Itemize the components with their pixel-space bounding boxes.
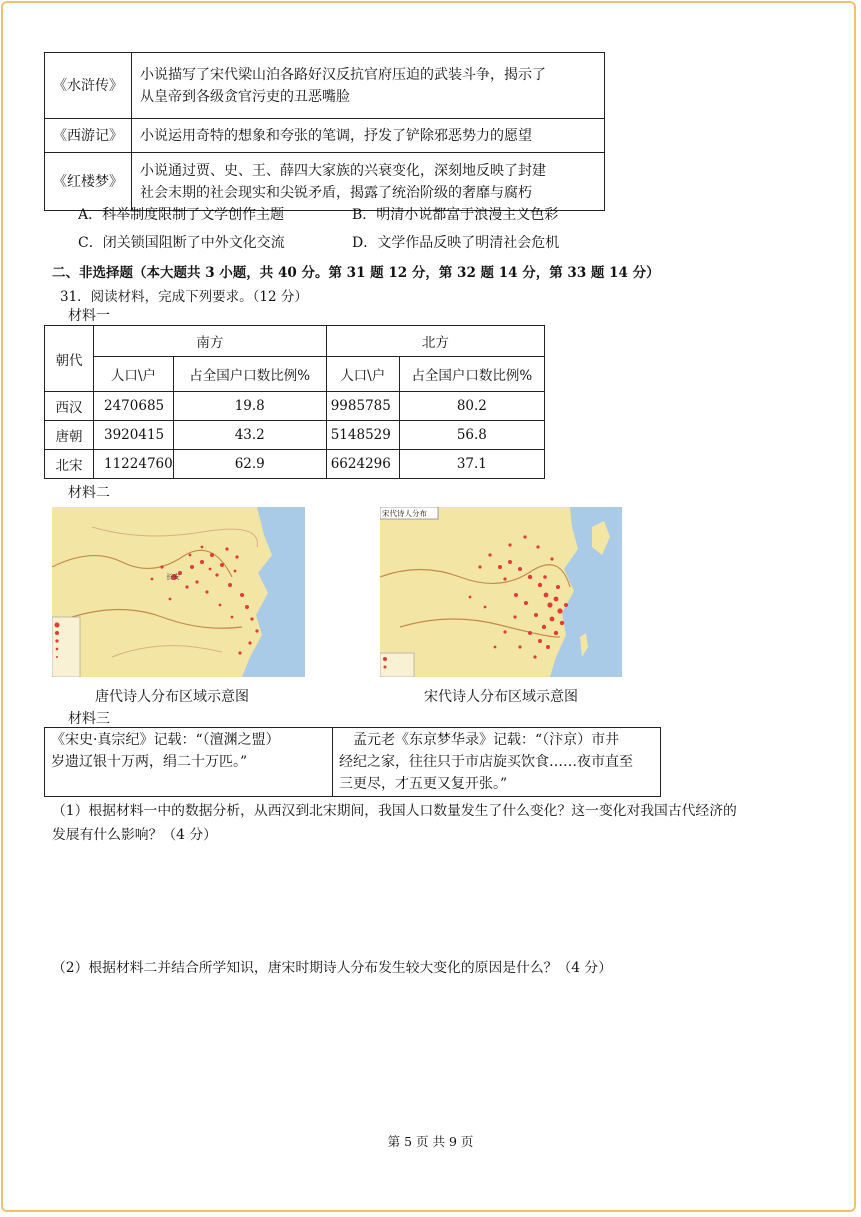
south-ratio-cell: 43.2	[173, 421, 326, 450]
tang-map-caption: 唐代诗人分布区域示意图	[95, 689, 249, 705]
option-b[interactable]: B．明清小说都富于浪漫主义色彩	[352, 207, 559, 223]
south-ratio-cell: 62.9	[173, 450, 326, 479]
south-pop-cell: 11224760	[94, 450, 174, 479]
q1-line: （1）根据材料一中的数据分析，从西汉到北宋期间，我国人口数量发生了什么变化？这一变化对我国古代经济的	[52, 803, 737, 819]
novel-desc-line: 社会末期的社会现实和尖锐矛盾，揭露了统治阶级的奢靡与腐朽	[140, 184, 532, 201]
novel-name: 《西游记》	[45, 119, 132, 153]
population-table	[44, 325, 545, 479]
question-31-2: （2）根据材料二并结合所学知识，唐宋时期诗人分布发生较大变化的原因是什么？（4 分）	[52, 960, 613, 976]
option-c[interactable]: C．闭关锁国阻断了中外文化交流	[78, 235, 285, 251]
south-ratio-header: 占全国户口数比例%	[173, 357, 326, 392]
north-ratio-cell: 37.1	[399, 450, 544, 479]
tang-city-label: 长安	[166, 573, 180, 581]
m3-right-line: 孟元老《东京梦华录》记载：“（汴京）市井	[339, 732, 620, 748]
north-pop-header: 人口\户	[326, 357, 399, 392]
south-pop-cell: 2470685	[94, 392, 174, 421]
table-row	[45, 53, 605, 119]
table-row	[45, 153, 605, 211]
table-row	[45, 421, 545, 450]
song-poets-map	[380, 507, 622, 677]
south-pop-header: 人口\户	[94, 357, 174, 392]
novel-desc-line: 从皇帝到各级贪官污吏的丑恶嘴脸	[140, 88, 350, 105]
novel-desc-line: 小说通过贾、史、王、薛四大家族的兴衰变化，深刻地反映了封建	[140, 162, 546, 179]
novels-table	[44, 52, 605, 211]
question-31-1	[52, 799, 737, 847]
north-ratio-cell: 80.2	[399, 392, 544, 421]
page-footer: 第 5 页 共 9 页	[387, 1134, 474, 1149]
novel-name: 《红楼梦》	[45, 153, 132, 211]
material3-table	[44, 727, 661, 797]
table-row	[45, 392, 545, 421]
m3-right-line: 三更尽，才五更又复开张。”	[339, 776, 508, 792]
novel-name: 《水浒传》	[45, 53, 132, 119]
dynasty-header: 朝代	[45, 326, 94, 392]
south-pop-cell: 3920415	[94, 421, 174, 450]
table-row	[45, 728, 661, 797]
m3-right-line: 经纪之家，往往只于市店旋买饮食……夜市直至	[339, 754, 633, 770]
dynasty-cell: 西汉	[45, 392, 94, 421]
m3-left-line: 《宋史·真宗纪》记载：“（澶渊之盟）	[51, 732, 280, 748]
table-row	[45, 326, 545, 357]
option-a[interactable]: A．科举制度限制了文学创作主题	[78, 207, 285, 223]
song-map-title: 宋代诗人分布	[382, 509, 427, 518]
north-ratio-header: 占全国户口数比例%	[399, 357, 544, 392]
tang-poets-map	[52, 507, 305, 677]
dynasty-cell: 北宋	[45, 450, 94, 479]
north-pop-cell: 9985785	[326, 392, 399, 421]
dynasty-cell: 唐朝	[45, 421, 94, 450]
table-row	[45, 450, 545, 479]
table-row	[45, 119, 605, 153]
q1-line: 发展有什么影响？（4 分）	[52, 827, 217, 843]
material1-label: 材料一	[68, 308, 110, 324]
table-row	[45, 357, 545, 392]
material3-label: 材料三	[68, 711, 110, 727]
north-pop-cell: 6624296	[326, 450, 399, 479]
song-map-caption: 宋代诗人分布区域示意图	[424, 689, 578, 705]
north-header: 北方	[326, 326, 544, 357]
south-header: 南方	[94, 326, 327, 357]
south-ratio-cell: 19.8	[173, 392, 326, 421]
north-pop-cell: 5148529	[326, 421, 399, 450]
novel-desc-line: 小说描写了宋代梁山泊各路好汉反抗官府压迫的武装斗争，揭示了	[140, 66, 546, 83]
section-title: 二、非选择题（本大题共 3 小题，共 40 分。第 31 题 12 分，第 32 题 14 分，第 33 题 14 分）	[52, 265, 660, 281]
novel-desc-line: 小说运用奇特的想象和夸张的笔调，抒发了铲除邪恶势力的愿望	[140, 127, 532, 144]
question-31: 31．阅读材料，完成下列要求。（12 分）	[60, 289, 308, 305]
m3-left-line: 岁遗辽银十万两，绢二十万匹。”	[51, 754, 248, 770]
option-d[interactable]: D．文学作品反映了明清社会危机	[352, 235, 560, 251]
north-ratio-cell: 56.8	[399, 421, 544, 450]
material2-label: 材料二	[68, 485, 110, 501]
